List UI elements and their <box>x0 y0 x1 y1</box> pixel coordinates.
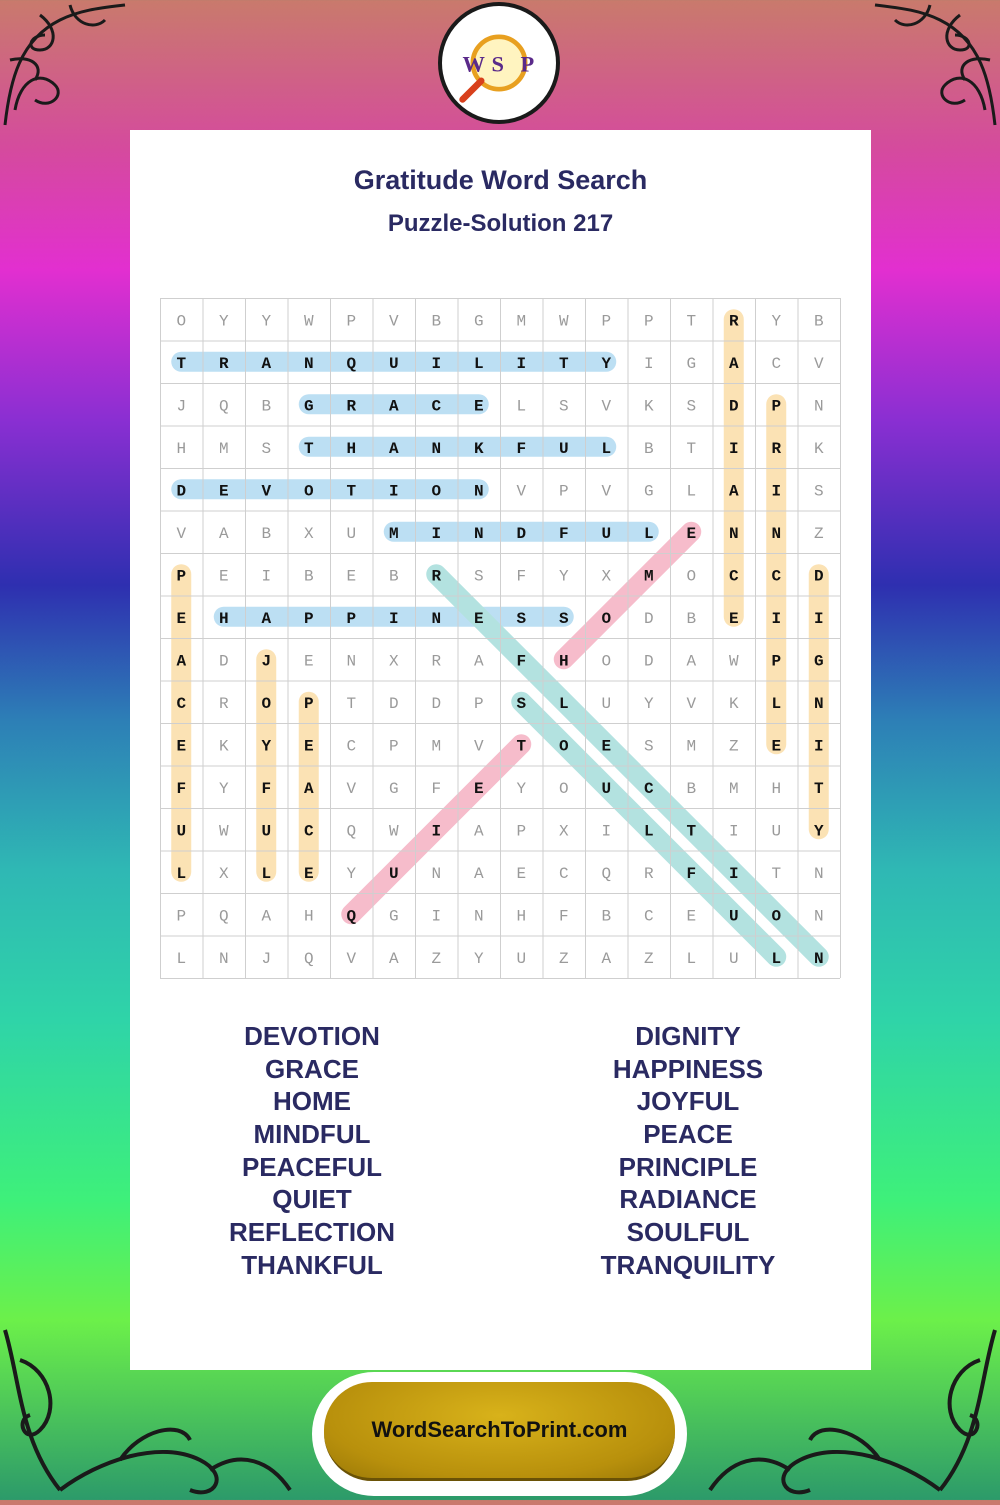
grid-letter: H <box>176 439 187 458</box>
grid-letter: G <box>643 482 654 501</box>
grid-letter: P <box>771 397 782 416</box>
grid-letter: F <box>516 439 527 458</box>
grid-letter: I <box>728 439 739 458</box>
grid-letter: L <box>771 949 782 968</box>
grid-letter: B <box>431 312 442 331</box>
word-list-item: DEVOTION <box>244 1021 380 1051</box>
grid-letter: N <box>728 524 739 543</box>
grid-letter: Q <box>346 822 357 841</box>
grid-letter: S <box>558 397 569 416</box>
grid-letter: I <box>771 609 782 628</box>
grid-letter: G <box>388 907 399 926</box>
grid-letter: C <box>303 822 314 841</box>
grid-letter: I <box>771 482 782 501</box>
grid-letter: I <box>388 482 399 501</box>
grid-letter: B <box>813 312 824 331</box>
grid-letter: H <box>346 439 357 458</box>
grid-letter: F <box>176 779 187 798</box>
grid-letter: B <box>686 609 697 628</box>
grid-letter: C <box>558 864 569 883</box>
grid-letter: T <box>346 482 357 501</box>
grid-letter: U <box>261 822 272 841</box>
grid-letter: D <box>643 652 654 671</box>
svg-text:W: W <box>462 51 485 77</box>
grid-letter: I <box>516 354 527 373</box>
grid-letter: Q <box>346 907 357 926</box>
wsp-logo <box>438 2 560 124</box>
grid-letter: T <box>686 439 697 458</box>
grid-letter: A <box>218 524 229 543</box>
grid-letter: A <box>388 949 399 968</box>
grid-letter: O <box>686 567 697 586</box>
grid-letter: V <box>516 482 527 501</box>
grid-letter: A <box>176 652 187 671</box>
grid-letter: P <box>346 609 357 628</box>
grid-letter: P <box>303 694 314 713</box>
grid-letter: L <box>601 439 612 458</box>
grid-letter: P <box>473 694 484 713</box>
svg-text:S: S <box>491 51 504 77</box>
grid-letter: A <box>261 609 272 628</box>
grid-letter: O <box>303 482 314 501</box>
grid-letter: M <box>218 439 229 458</box>
grid-letter: U <box>388 864 399 883</box>
grid-letter: A <box>303 779 314 798</box>
grid-letter: S <box>643 737 654 756</box>
grid-letter: Y <box>643 694 654 713</box>
footer-badge <box>312 1372 687 1496</box>
grid-letter: D <box>176 482 187 501</box>
grid-letter: Y <box>261 737 272 756</box>
grid-letter: V <box>176 524 187 543</box>
grid-letter: U <box>728 949 739 968</box>
grid-letter: M <box>643 567 654 586</box>
grid-letter: I <box>728 822 739 841</box>
word-list-item: PEACEFUL <box>241 1151 383 1182</box>
grid-letter: I <box>601 822 612 841</box>
grid-letter: U <box>176 822 187 841</box>
grid-letter: E <box>771 737 782 756</box>
grid-letter: N <box>813 949 824 968</box>
grid-letter: P <box>176 567 187 586</box>
grid-letter: Y <box>346 864 357 883</box>
grid-letter: G <box>473 312 484 331</box>
grid-letter: P <box>346 312 357 331</box>
grid-letter: Y <box>261 312 272 331</box>
word-list-left <box>162 1020 462 1282</box>
grid-letter: H <box>218 609 229 628</box>
grid-letter: J <box>261 652 272 671</box>
svg-text:P: P <box>520 51 535 77</box>
word-list-item: HOME <box>273 1086 351 1117</box>
grid-letter: N <box>813 694 824 713</box>
grid-letter: S <box>686 397 697 416</box>
word-list-item: REFLECTION <box>228 1217 396 1248</box>
grid-letter: V <box>686 694 697 713</box>
grid-letter: N <box>473 524 484 543</box>
grid-letter: U <box>601 694 612 713</box>
grid-letter: Z <box>643 949 654 968</box>
grid-letter: D <box>431 694 442 713</box>
grid-letter: Q <box>303 949 314 968</box>
grid-letter: O <box>431 482 442 501</box>
grid-letter: E <box>303 737 314 756</box>
grid-letter: D <box>516 524 527 543</box>
corner-ornament-top-right <box>870 0 1000 130</box>
grid-letter: Q <box>218 397 229 416</box>
word-list-item: SOULFUL <box>626 1217 750 1248</box>
grid-letter: F <box>261 779 272 798</box>
grid-letter: Q <box>346 354 357 373</box>
grid-letter: G <box>813 652 824 671</box>
word-list-item: GRACE <box>265 1053 359 1084</box>
word-list-item: JOYFUL <box>636 1086 740 1117</box>
grid-letter: P <box>303 609 314 628</box>
grid-letter: Q <box>218 907 229 926</box>
grid-letter: D <box>388 694 399 713</box>
grid-letter: Z <box>431 949 442 968</box>
grid-letter: F <box>558 907 569 926</box>
grid-letter: N <box>771 524 782 543</box>
grid-letter: O <box>601 652 612 671</box>
grid-letter: L <box>261 864 272 883</box>
grid-letter: P <box>558 482 569 501</box>
grid-letter: R <box>643 864 654 883</box>
grid-letter: W <box>558 312 569 331</box>
grid-letter: A <box>473 822 484 841</box>
grid-letter: I <box>431 907 442 926</box>
word-list-item: PEACE <box>643 1119 733 1150</box>
grid-letter: A <box>261 354 272 373</box>
grid-letter: I <box>431 354 442 373</box>
grid-letter: H <box>516 907 527 926</box>
grid-letter: C <box>771 354 782 373</box>
grid-letter: A <box>388 397 399 416</box>
grid-letter: A <box>473 652 484 671</box>
grid-letter: L <box>176 864 187 883</box>
grid-letter: W <box>218 822 229 841</box>
grid-letter: O <box>601 609 612 628</box>
grid-letter: V <box>388 312 399 331</box>
grid-letter: E <box>303 652 314 671</box>
grid-letter: T <box>176 354 187 373</box>
grid-letter: X <box>303 524 314 543</box>
grid-letter: G <box>686 354 697 373</box>
grid-letter: C <box>643 907 654 926</box>
grid-letter: V <box>601 482 612 501</box>
grid-letter: N <box>473 482 484 501</box>
grid-letter: N <box>346 652 357 671</box>
grid-letter: U <box>728 907 739 926</box>
grid-letter: L <box>686 949 697 968</box>
grid-letter: N <box>303 354 314 373</box>
grid-letter: B <box>388 567 399 586</box>
grid-letter: E <box>473 779 484 798</box>
grid-letter: C <box>346 737 357 756</box>
grid-letter: V <box>346 779 357 798</box>
grid-letter: T <box>686 822 697 841</box>
grid-letter: S <box>558 609 569 628</box>
grid-letter: Y <box>218 779 229 798</box>
grid-letter: Y <box>473 949 484 968</box>
page-subtitle: Puzzle-Solution 217 <box>387 210 614 237</box>
grid-letter: V <box>813 354 824 373</box>
grid-letter: L <box>516 397 527 416</box>
grid-letter: N <box>813 864 824 883</box>
grid-letter: S <box>261 439 272 458</box>
grid-letter: C <box>176 694 187 713</box>
grid-letter: T <box>771 864 782 883</box>
grid-letter: U <box>601 524 612 543</box>
grid-letter: D <box>218 652 229 671</box>
grid-letter: A <box>388 439 399 458</box>
grid-letter: R <box>771 439 782 458</box>
grid-letter: E <box>303 864 314 883</box>
grid-letter: W <box>303 312 314 331</box>
grid-letter: O <box>771 907 782 926</box>
grid-letter: S <box>473 567 484 586</box>
grid-letter: O <box>558 779 569 798</box>
grid-letter: Y <box>516 779 527 798</box>
corner-ornament-top-left <box>0 0 130 130</box>
grid-letter: S <box>516 694 527 713</box>
grid-letter: Z <box>813 524 824 543</box>
grid-letter: X <box>601 567 612 586</box>
grid-letter: U <box>388 354 399 373</box>
grid-letter: B <box>686 779 697 798</box>
grid-letter: L <box>176 949 187 968</box>
grid-letter: D <box>728 397 739 416</box>
grid-letter: G <box>303 397 314 416</box>
grid-letter: L <box>771 694 782 713</box>
grid-letter: H <box>303 907 314 926</box>
grid-letter: A <box>686 652 697 671</box>
word-list-right <box>538 1020 838 1282</box>
grid-letter: E <box>176 737 187 756</box>
grid-letter: W <box>728 652 739 671</box>
word-list-item: DIGNITY <box>635 1021 741 1051</box>
grid-letter: V <box>601 397 612 416</box>
grid-letter: U <box>601 779 612 798</box>
grid-letter: O <box>558 737 569 756</box>
grid-letter: Y <box>218 312 229 331</box>
grid-letter: E <box>176 609 187 628</box>
grid-letter: F <box>431 779 442 798</box>
grid-letter: M <box>388 524 399 543</box>
grid-letter: Q <box>601 864 612 883</box>
grid-letter: A <box>728 482 739 501</box>
grid-letter: N <box>813 907 824 926</box>
grid-letter: L <box>643 822 654 841</box>
grid-letter: R <box>431 652 442 671</box>
grid-letter: P <box>516 822 527 841</box>
grid-letter: X <box>558 822 569 841</box>
grid-letter: P <box>176 907 187 926</box>
grid-letter: V <box>473 737 484 756</box>
grid-letter: I <box>813 737 824 756</box>
grid-letter: U <box>346 524 357 543</box>
grid-letter: E <box>686 907 697 926</box>
grid-letter: K <box>813 439 824 458</box>
grid-letter: J <box>176 397 187 416</box>
grid-letter: E <box>346 567 357 586</box>
grid-letter: F <box>516 567 527 586</box>
grid-letter: N <box>218 949 229 968</box>
grid-letter: K <box>728 694 739 713</box>
grid-letter: Z <box>728 737 739 756</box>
grid-letter: I <box>388 609 399 628</box>
word-list-item: QUIET <box>272 1184 352 1215</box>
grid-letter: I <box>431 524 442 543</box>
grid-letter: C <box>643 779 654 798</box>
grid-letter: E <box>516 864 527 883</box>
grid-letter: I <box>431 822 442 841</box>
grid-letter: D <box>643 609 654 628</box>
grid-letter: O <box>176 312 187 331</box>
grid-letter: L <box>558 694 569 713</box>
site-link[interactable]: WordSearchToPrint.com <box>324 1382 675 1481</box>
grid-letter: A <box>473 864 484 883</box>
grid-letter: D <box>813 567 824 586</box>
grid-letter: I <box>261 567 272 586</box>
grid-letter: Y <box>558 567 569 586</box>
grid-letter: W <box>388 822 399 841</box>
grid-letter: L <box>643 524 654 543</box>
grid-letter: P <box>771 652 782 671</box>
grid-letter: C <box>431 397 442 416</box>
word-list-item: RADIANCE <box>619 1184 757 1215</box>
grid-letter: F <box>516 652 527 671</box>
grid-letter: M <box>516 312 527 331</box>
grid-letter: M <box>431 737 442 756</box>
grid-letter: B <box>601 907 612 926</box>
grid-letter: J <box>261 949 272 968</box>
grid-letter: X <box>388 652 399 671</box>
grid-letter: U <box>516 949 527 968</box>
grid-letter: E <box>218 482 229 501</box>
grid-letter: C <box>771 567 782 586</box>
grid-letter: C <box>728 567 739 586</box>
grid-letter: H <box>558 652 569 671</box>
grid-letter: R <box>346 397 357 416</box>
grid-letter: U <box>558 439 569 458</box>
grid-letter: U <box>771 822 782 841</box>
word-list-item: MINDFUL <box>253 1119 371 1150</box>
grid-letter: B <box>261 524 272 543</box>
grid-letter: B <box>303 567 314 586</box>
grid-letter: N <box>813 397 824 416</box>
grid-letter: E <box>601 737 612 756</box>
grid-letter: E <box>728 609 739 628</box>
grid-letter: I <box>728 864 739 883</box>
grid-letter: X <box>218 864 229 883</box>
word-search-grid <box>160 298 841 979</box>
grid-letter: T <box>686 312 697 331</box>
grid-letter: R <box>728 312 739 331</box>
grid-letter: L <box>473 354 484 373</box>
grid-letter: A <box>728 354 739 373</box>
grid-letter: E <box>686 524 697 543</box>
grid-letter: B <box>643 439 654 458</box>
grid-letter: G <box>388 779 399 798</box>
word-list-item: THANKFUL <box>241 1249 383 1280</box>
grid-letter: K <box>643 397 654 416</box>
grid-letter: S <box>813 482 824 501</box>
grid-letter: T <box>516 737 527 756</box>
grid-letter: E <box>218 567 229 586</box>
grid-letter: Y <box>601 354 612 373</box>
grid-letter: Y <box>771 312 782 331</box>
page-title: Gratitude Word Search <box>353 165 648 195</box>
word-list-item: HAPPINESS <box>612 1053 764 1084</box>
grid-letter: R <box>218 354 229 373</box>
word-list-item: PRINCIPLE <box>618 1151 758 1182</box>
grid-letter: F <box>558 524 569 543</box>
grid-letter: N <box>431 439 442 458</box>
grid-letter: T <box>558 354 569 373</box>
grid-letter: A <box>261 907 272 926</box>
grid-letter: V <box>261 482 272 501</box>
grid-letter: I <box>813 609 824 628</box>
grid-letter: K <box>473 439 484 458</box>
grid-letter: I <box>643 354 654 373</box>
grid-letter: Z <box>558 949 569 968</box>
grid-letter: P <box>643 312 654 331</box>
grid-letter: F <box>686 864 697 883</box>
grid-letter: R <box>431 567 442 586</box>
grid-letter: T <box>813 779 824 798</box>
grid-letter: V <box>346 949 357 968</box>
grid-letter: E <box>473 397 484 416</box>
grid-letter: N <box>431 864 442 883</box>
grid-letter: M <box>686 737 697 756</box>
grid-letter: O <box>261 694 272 713</box>
grid-letter: P <box>388 737 399 756</box>
word-list-item: TRANQUILITY <box>600 1249 776 1280</box>
grid-letter: R <box>218 694 229 713</box>
grid-letter: N <box>473 907 484 926</box>
grid-letter: A <box>601 949 612 968</box>
grid-letter: T <box>303 439 314 458</box>
grid-letter: H <box>771 779 782 798</box>
grid-letter: B <box>261 397 272 416</box>
grid-letter: S <box>516 609 527 628</box>
grid-letter: Y <box>813 822 824 841</box>
grid-letter: N <box>431 609 442 628</box>
grid-letter: L <box>686 482 697 501</box>
grid-letter: T <box>346 694 357 713</box>
grid-letter: K <box>218 737 229 756</box>
grid-letter: M <box>728 779 739 798</box>
grid-letter: P <box>601 312 612 331</box>
grid-letter: E <box>473 609 484 628</box>
